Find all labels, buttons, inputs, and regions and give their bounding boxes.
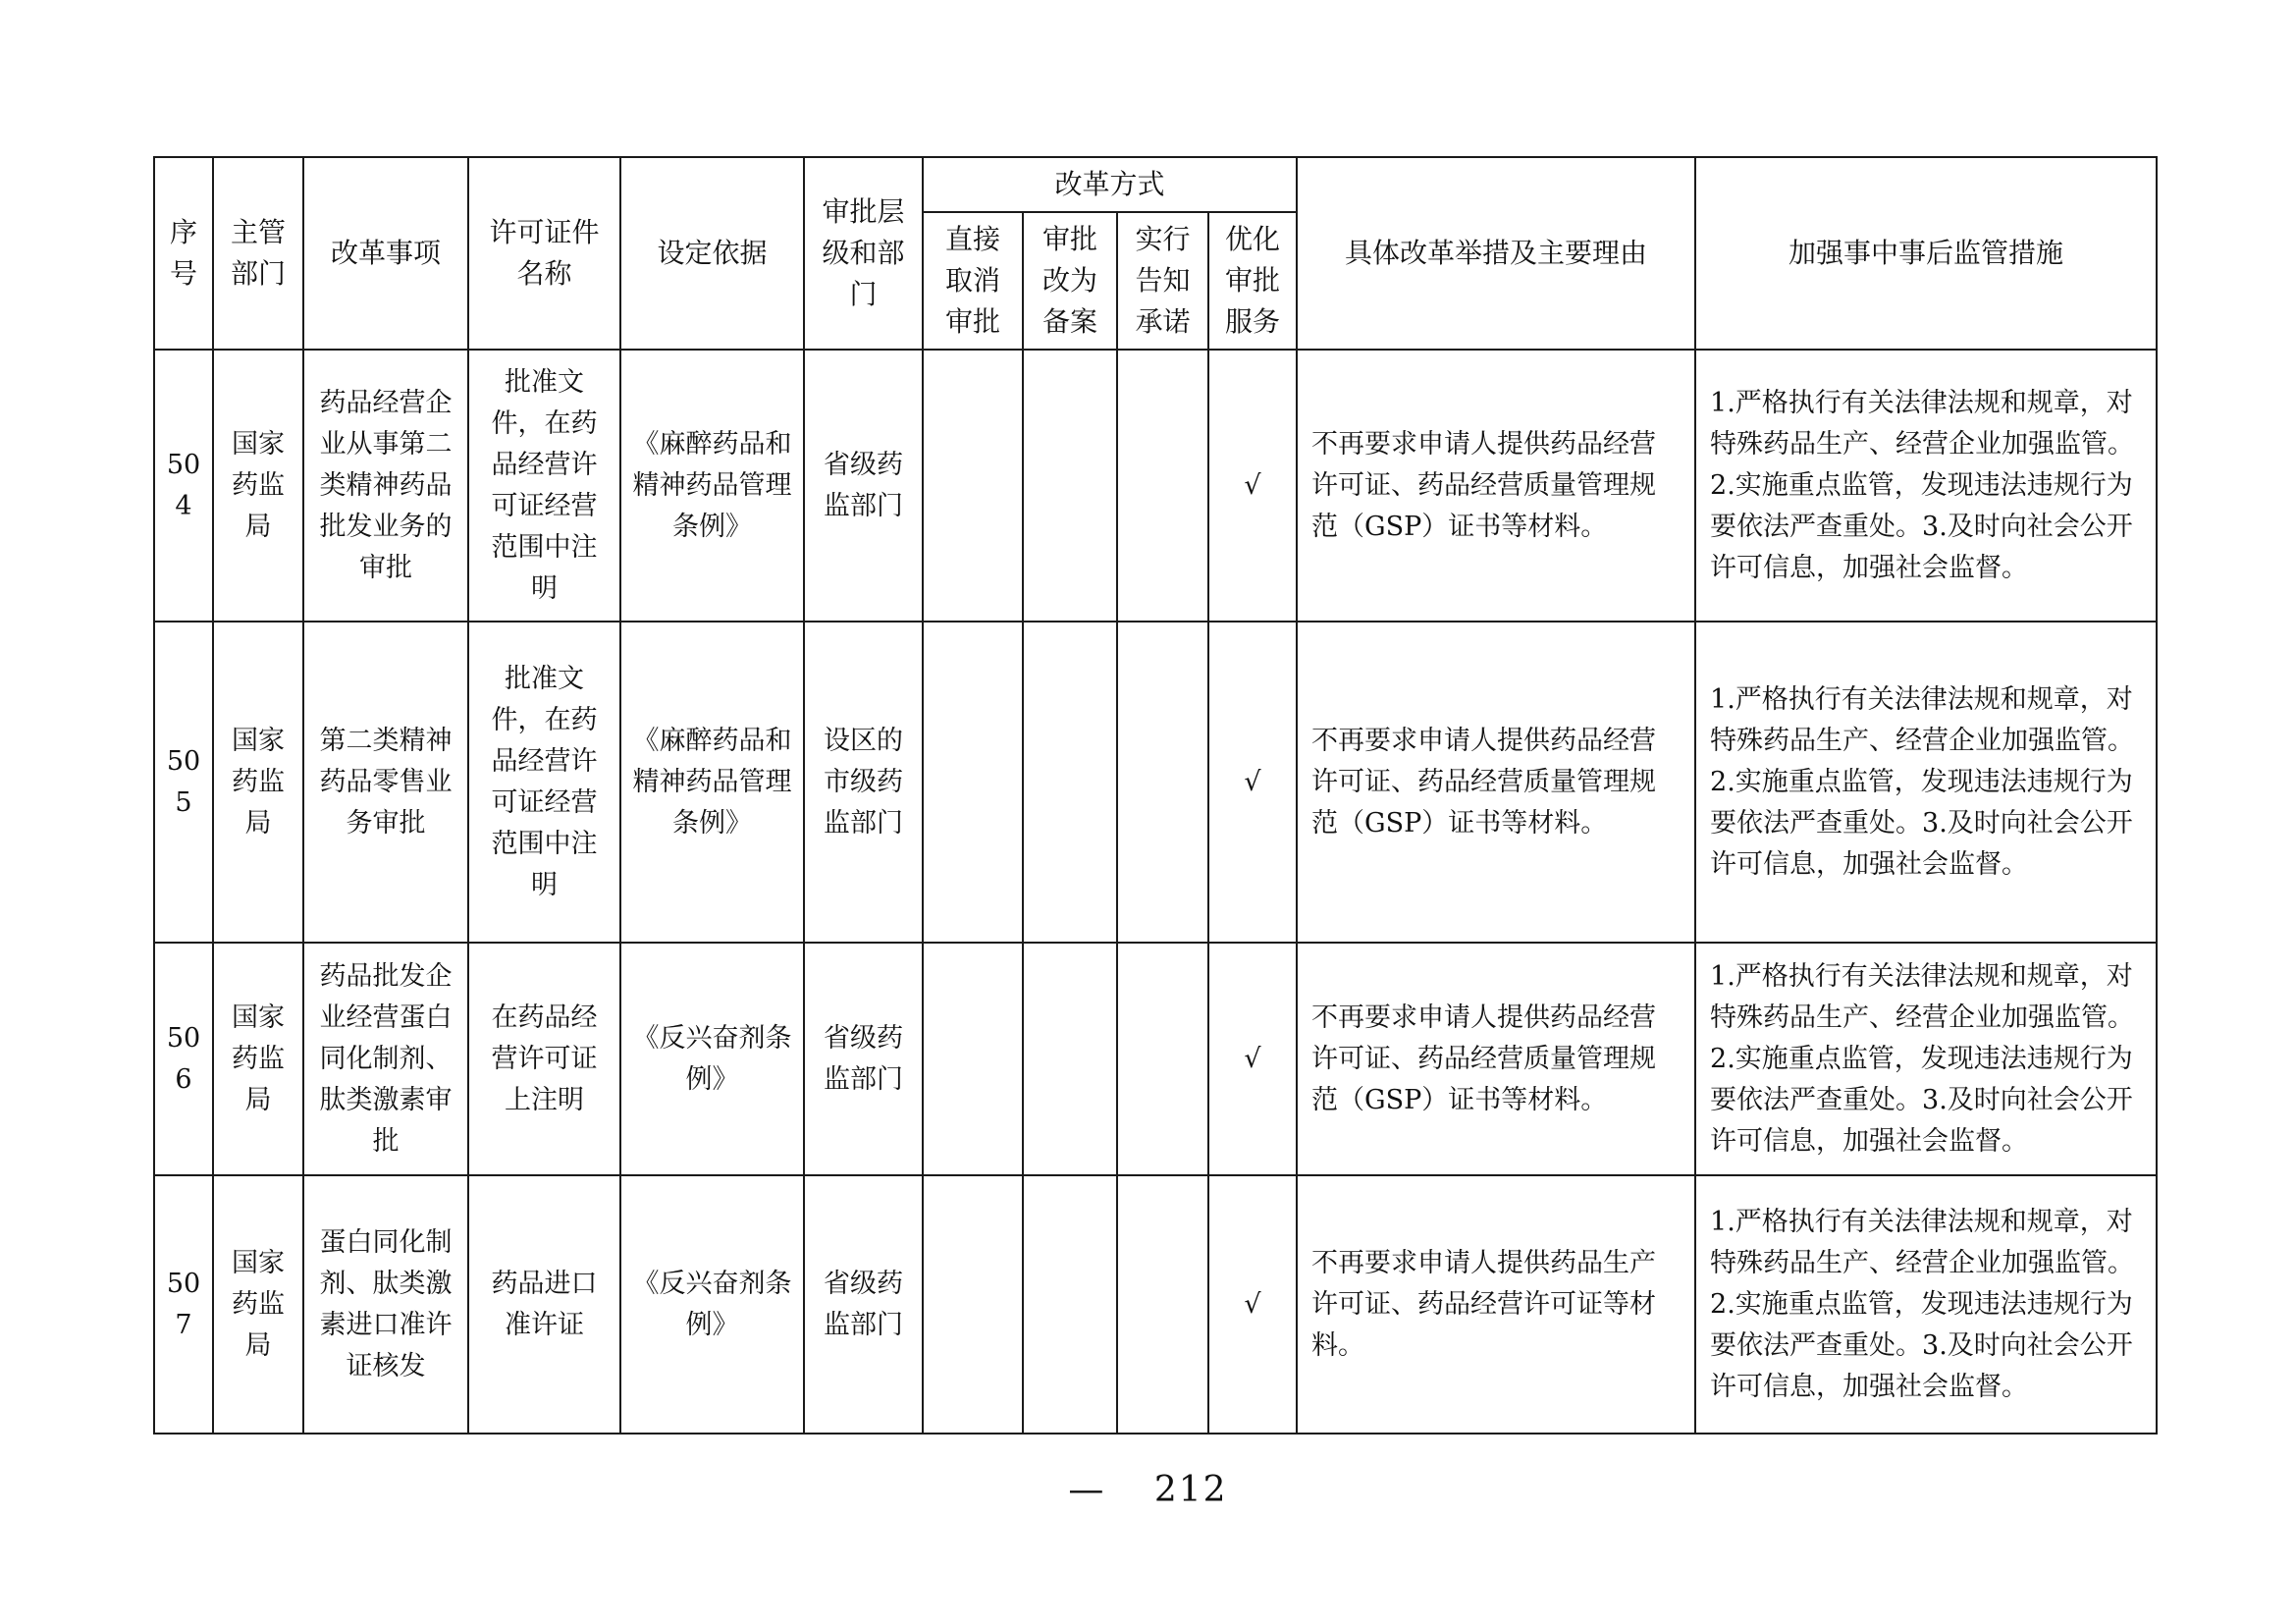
header-supervision: 加强事中事后监管措施 (1695, 157, 2157, 350)
cell-measures: 不再要求申请人提供药品经营许可证、药品经营质量管理规范（GSP）证书等材料。 (1297, 622, 1695, 943)
cell-dept: 国家药监局 (213, 943, 303, 1175)
cell-dept: 国家药监局 (213, 350, 303, 622)
cell-mode-notify (1117, 1175, 1208, 1434)
reform-table (153, 156, 2158, 1435)
cell-level: 设区的市级药监部门 (804, 622, 923, 943)
header-level: 审批层级和部门 (804, 157, 923, 350)
table-row (154, 350, 2157, 622)
cell-supervision: 1.严格执行有关法律法规和规章，对特殊药品生产、经营企业加强监管。2.实施重点监管，发现违法违规行为要依法严查重处。3.及时向社会公开许可信息，加强社会监督。 (1695, 622, 2157, 943)
cell-item: 第二类精神药品零售业务审批 (303, 622, 468, 943)
cell-seq: 507 (154, 1175, 213, 1434)
cell-item: 蛋白同化制剂、肽类激素进口准许证核发 (303, 1175, 468, 1434)
cell-mode-optimize-check: √ (1208, 350, 1297, 622)
cell-basis: 《反兴奋剂条例》 (620, 1175, 804, 1434)
cell-level: 省级药监部门 (804, 943, 923, 1175)
cell-license: 批准文件，在药品经营许可证经营范围中注明 (468, 350, 620, 622)
cell-mode-notify (1117, 350, 1208, 622)
cell-mode-cancel (923, 350, 1023, 622)
cell-license: 药品进口准许证 (468, 1175, 620, 1434)
cell-mode-optimize-check: √ (1208, 1175, 1297, 1434)
cell-supervision: 1.严格执行有关法律法规和规章，对特殊药品生产、经营企业加强监管。2.实施重点监管，发现违法违规行为要依法严查重处。3.及时向社会公开许可信息，加强社会监督。 (1695, 350, 2157, 622)
cell-measures: 不再要求申请人提供药品经营许可证、药品经营质量管理规范（GSP）证书等材料。 (1297, 943, 1695, 1175)
cell-mode-record (1023, 350, 1117, 622)
cell-mode-notify (1117, 622, 1208, 943)
cell-seq: 505 (154, 622, 213, 943)
cell-license: 批准文件，在药品经营许可证经营范围中注明 (468, 622, 620, 943)
page-number: 212 (1153, 1470, 1228, 1510)
cell-mode-cancel (923, 1175, 1023, 1434)
cell-mode-record (1023, 1175, 1117, 1434)
header-row-top (154, 157, 2157, 212)
header-mode-notify: 实行告知承诺 (1117, 212, 1208, 350)
header-mode-record: 审批改为备案 (1023, 212, 1117, 350)
footer-dash: — (1068, 1470, 1106, 1510)
cell-license: 在药品经营许可证上注明 (468, 943, 620, 1175)
cell-dept: 国家药监局 (213, 622, 303, 943)
header-mode-cancel: 直接取消审批 (923, 212, 1023, 350)
cell-basis: 《麻醉药品和精神药品管理条例》 (620, 350, 804, 622)
cell-basis: 《反兴奋剂条例》 (620, 943, 804, 1175)
header-measures: 具体改革举措及主要理由 (1297, 157, 1695, 350)
cell-mode-notify (1117, 943, 1208, 1175)
cell-mode-cancel (923, 943, 1023, 1175)
page-footer (0, 1470, 2296, 1510)
cell-mode-cancel (923, 622, 1023, 943)
cell-mode-optimize-check: √ (1208, 622, 1297, 943)
cell-mode-optimize-check: √ (1208, 943, 1297, 1175)
cell-supervision: 1.严格执行有关法律法规和规章，对特殊药品生产、经营企业加强监管。2.实施重点监管，发现违法违规行为要依法严查重处。3.及时向社会公开许可信息，加强社会监督。 (1695, 1175, 2157, 1434)
cell-item: 药品批发企业经营蛋白同化制剂、肽类激素审批 (303, 943, 468, 1175)
cell-supervision: 1.严格执行有关法律法规和规章，对特殊药品生产、经营企业加强监管。2.实施重点监管，发现违法违规行为要依法严查重处。3.及时向社会公开许可信息，加强社会监督。 (1695, 943, 2157, 1175)
header-mode-optimize: 优化审批服务 (1208, 212, 1297, 350)
header-seq: 序号 (154, 157, 213, 350)
cell-dept: 国家药监局 (213, 1175, 303, 1434)
header-dept: 主管部门 (213, 157, 303, 350)
cell-mode-record (1023, 622, 1117, 943)
cell-seq: 506 (154, 943, 213, 1175)
cell-item: 药品经营企业从事第二类精神药品批发业务的审批 (303, 350, 468, 622)
header-license: 许可证件名称 (468, 157, 620, 350)
header-item: 改革事项 (303, 157, 468, 350)
table-row (154, 1175, 2157, 1434)
cell-level: 省级药监部门 (804, 350, 923, 622)
cell-mode-record (1023, 943, 1117, 1175)
table-row (154, 622, 2157, 943)
cell-seq: 504 (154, 350, 213, 622)
cell-basis: 《麻醉药品和精神药品管理条例》 (620, 622, 804, 943)
cell-level: 省级药监部门 (804, 1175, 923, 1434)
header-mode-group: 改革方式 (923, 157, 1297, 212)
cell-measures: 不再要求申请人提供药品生产许可证、药品经营许可证等材料。 (1297, 1175, 1695, 1434)
cell-measures: 不再要求申请人提供药品经营许可证、药品经营质量管理规范（GSP）证书等材料。 (1297, 350, 1695, 622)
header-basis: 设定依据 (620, 157, 804, 350)
table-row (154, 943, 2157, 1175)
